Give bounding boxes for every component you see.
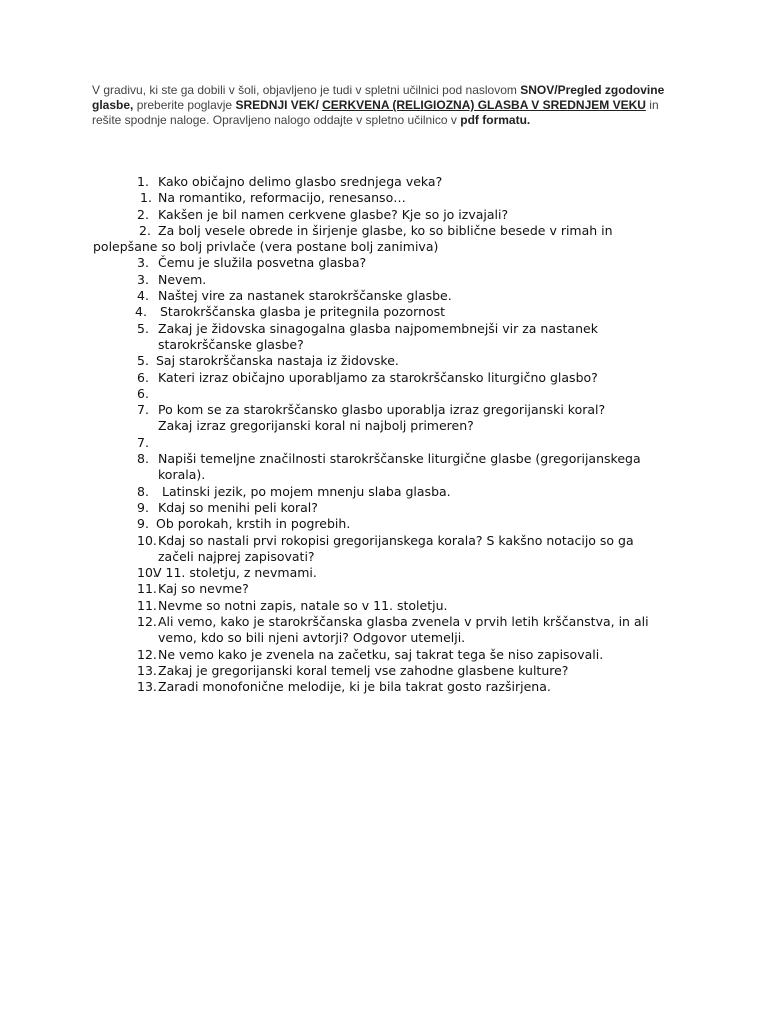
- list-item: [0, 207, 768, 223]
- list-item-text: Ali vemo, kako je starokrščanska glasba zvenela v prvih letih krščanstva, in ali vemo, kdo so bili njeni avtorji? Odgovor utemelji.: [158, 614, 649, 646]
- list-item: [0, 484, 768, 500]
- list-item: [0, 663, 768, 679]
- list-item: [0, 370, 768, 386]
- list-item: [0, 614, 768, 647]
- list-item-number: 5.: [137, 320, 149, 336]
- list-item: [0, 647, 768, 663]
- list-item-number: 13.: [137, 679, 157, 695]
- list-item: [0, 321, 768, 354]
- list-item-number: 3.: [137, 255, 149, 271]
- list-item: [0, 598, 768, 614]
- intro-text: V gradivu, ki ste ga dobili v šoli, objavljeno je tudi v spletni učilnici pod naslovom: [92, 83, 521, 97]
- list-item-text: Na romantiko, reformacijo, renesanso…: [158, 190, 406, 206]
- list-item: [0, 304, 768, 320]
- list-item-number: 13.: [137, 662, 157, 678]
- list-item-number: 4.: [135, 304, 147, 320]
- question-answer-list: [0, 174, 768, 696]
- list-item-text: Kdaj so menihi peli koral?: [158, 499, 318, 515]
- list-item-text: Latinski jezik, po mojem mnenju slaba glasba.: [162, 483, 451, 499]
- intro-bold-underlined-section: CERKVENA (RELIGIOZNA) GLASBA V SREDNJEM VEKU: [322, 98, 646, 112]
- list-item-text: Kaj so nevme?: [158, 581, 249, 597]
- list-item-number: 2.: [139, 222, 151, 238]
- list-item-text: Ne vemo kako je zvenela na začetku, saj takrat tega še niso zapisovali.: [158, 646, 604, 662]
- list-item-text: Nevme so notni zapis, natale so v 11. stoletju.: [158, 597, 448, 613]
- list-item: [0, 516, 768, 532]
- list-item: [0, 288, 768, 304]
- list-item-number: 9.: [137, 499, 149, 515]
- list-item-text: Kakšen je bil namen cerkvene glasbe? Kje so jo izvajali?: [158, 206, 509, 222]
- list-item-text: Starokrščanska glasba je pritegnila pozornost: [160, 304, 446, 320]
- list-item-text: Napiši temeljne značilnosti starokrščanske liturgične glasbe (gregorijanskega korala).: [158, 451, 641, 483]
- list-item: [0, 435, 768, 451]
- list-item-text: Zakaj je gregorijanski koral temelj vse zahodne glasbene kulture?: [158, 662, 569, 678]
- intro-bold-chapter: SREDNJI VEK/: [235, 98, 319, 112]
- list-item: [0, 565, 768, 581]
- list-item-number: 6.: [137, 369, 149, 385]
- list-item-number: 11.: [137, 581, 157, 597]
- list-item: [0, 402, 768, 435]
- list-item-text: Zaradi monofonične melodije, ki je bila takrat gosto razširjena.: [158, 679, 551, 695]
- list-item-text: [158, 386, 620, 402]
- list-item-number: 4.: [137, 288, 149, 304]
- list-item-number: 3.: [137, 271, 149, 287]
- list-item-text: Kateri izraz običajno uporabljamo za starokrščansko liturgično glasbo?: [158, 369, 598, 385]
- list-item-text: Za bolj vesele obrede in širjenje glasbe, ko so biblične besede v rimah in polepšane so bolj privlače (vera postane bolj zanimiva): [93, 222, 613, 255]
- list-item: [0, 500, 768, 516]
- list-item-text: Kdaj so nastali prvi rokopisi gregorijanskega korala? S kakšno notacijo so ga začeli najprej zapisovati?: [158, 532, 634, 564]
- list-item-number: 11.: [137, 597, 157, 613]
- list-item-number: 7.: [137, 402, 149, 418]
- list-item-number: 8.: [137, 483, 149, 499]
- list-item-text: Saj starokrščanska nastaja iz židovske.: [156, 353, 399, 369]
- intro-paragraph: [92, 83, 672, 128]
- list-item-number: 5.: [137, 353, 149, 369]
- list-item-text: Nevem.: [158, 271, 207, 287]
- list-item-text: Ob porokah, krstih in pogrebih.: [156, 516, 351, 532]
- list-item-number: 6.: [137, 385, 149, 401]
- list-item-text: Zakaj je židovska sinagogalna glasba najpomembnejši vir za nastanek starokrščanske glasbe?: [158, 320, 598, 352]
- list-item: [0, 255, 768, 271]
- list-item: [0, 353, 768, 369]
- list-item-text: V 11. stoletju, z nevmami.: [153, 565, 317, 581]
- intro-text-2: preberite poglavje: [133, 98, 236, 112]
- list-item-number: 12.: [137, 646, 157, 662]
- list-item: [0, 679, 768, 695]
- list-item-number: 2.: [137, 206, 149, 222]
- list-item: [0, 386, 768, 402]
- list-item-text: [158, 435, 620, 451]
- list-item-text: Kako običajno delimo glasbo srednjega veka?: [158, 174, 443, 189]
- list-item-number: 8.: [137, 451, 149, 467]
- list-item: [0, 174, 768, 190]
- intro-bold-snov: SNOV/Pregled zgodovine glasbe,: [92, 83, 665, 112]
- intro-text-3: in rešite spodnje naloge. Opravljeno nalogo oddajte v spletno učilnico v: [92, 98, 659, 127]
- list-item-text: Po kom se za starokrščansko glasbo uporablja izraz gregorijanski koral? Zakaj izraz gregorijanski koral ni najbolj primeren?: [158, 402, 606, 434]
- list-item-number: 12.: [137, 614, 157, 630]
- list-item-number: 7.: [137, 434, 149, 450]
- list-item-text: Naštej vire za nastanek starokrščanske glasbe.: [158, 288, 452, 304]
- intro-bold-format: pdf formatu.: [460, 113, 531, 127]
- list-item: [0, 533, 768, 566]
- list-item: [0, 451, 768, 484]
- list-item: [0, 272, 768, 288]
- list-item-number: 1.: [140, 190, 152, 206]
- list-item: [0, 581, 768, 597]
- list-item-number: 1.: [137, 174, 149, 189]
- list-item: [0, 223, 768, 256]
- list-item-text: Čemu je služila posvetna glasba?: [158, 255, 367, 271]
- list-item-number: 9.: [137, 516, 149, 532]
- list-item: [0, 190, 768, 206]
- list-item-number: 10.: [137, 565, 157, 581]
- list-item-number: 10.: [137, 532, 157, 548]
